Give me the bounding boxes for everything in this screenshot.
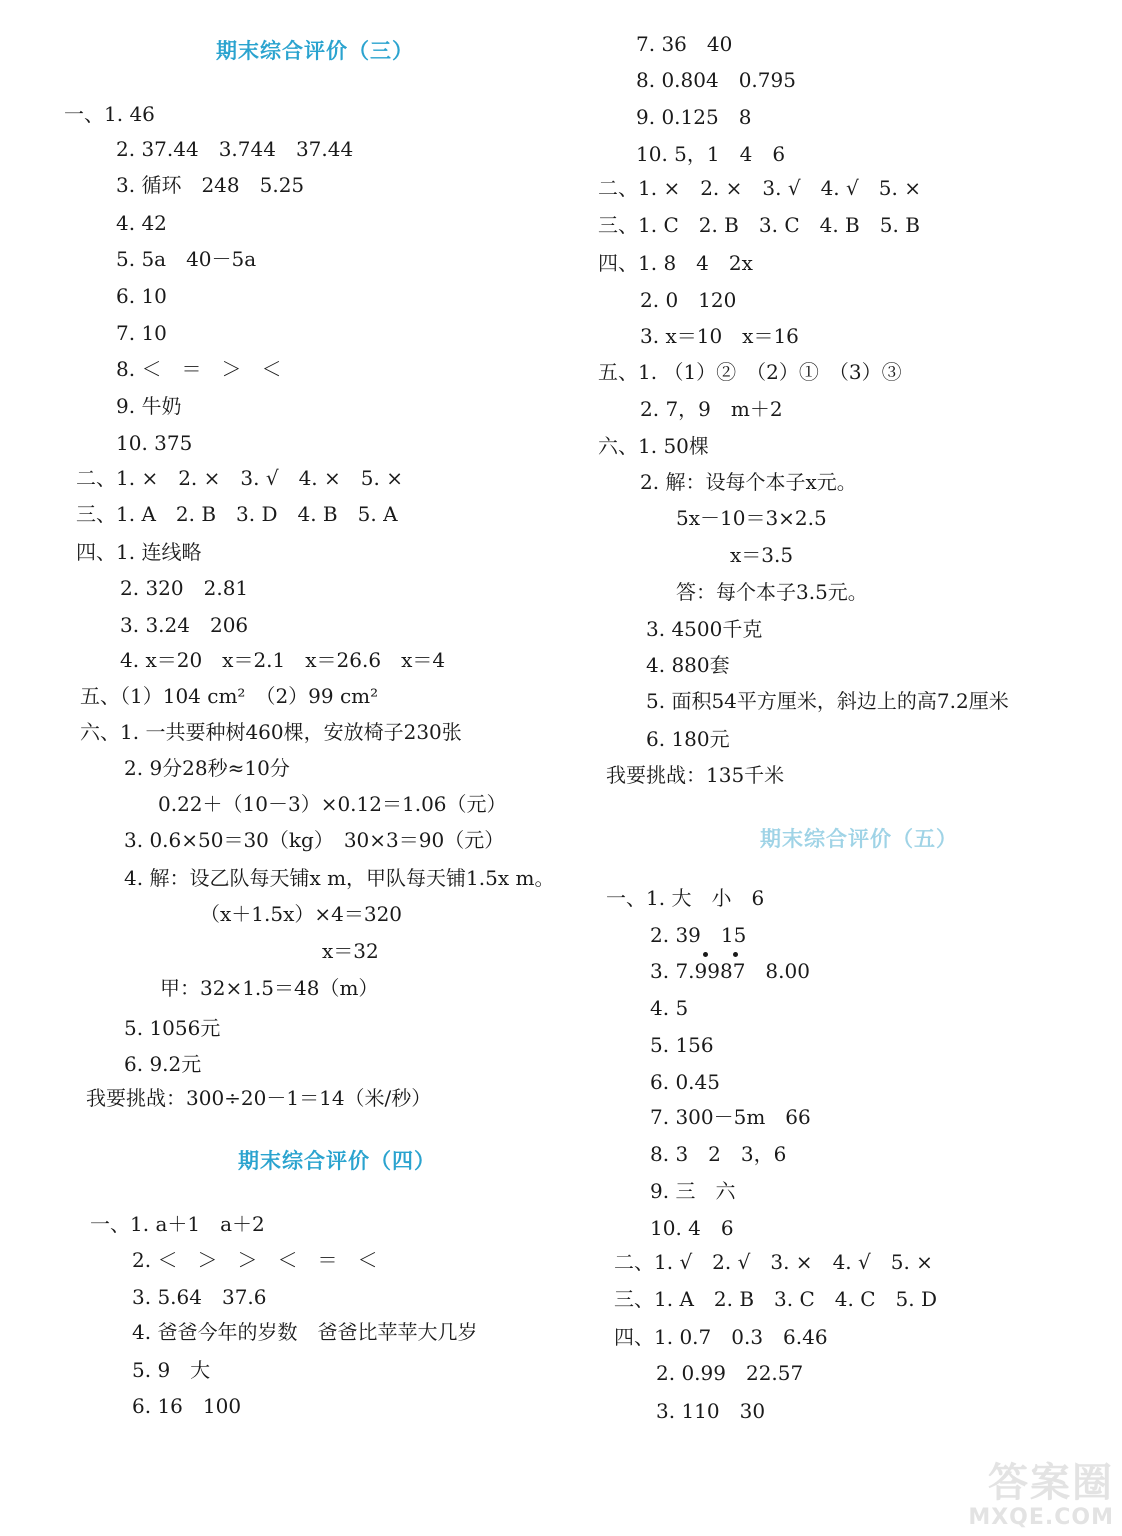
answer-line: 甲：32×1.5＝48（m） xyxy=(160,976,379,1000)
answer-line: 三、1. A 2. B 3. C 4. C 5. D xyxy=(614,1287,937,1311)
answer-line: x＝3.5 xyxy=(730,543,794,567)
answer-line: 9. 三 六 xyxy=(650,1179,736,1203)
answer-line: 6. 10 xyxy=(116,284,167,308)
answer-line: 10. 375 xyxy=(116,431,193,455)
answer-line: 2. 39 15 xyxy=(650,923,747,947)
answer-line: 3. 4500千克 xyxy=(646,617,763,641)
answer-line: 8. 3 2 3，6 xyxy=(650,1142,787,1166)
answer-line: 二、1. × 2. × 3. √ 4. × 5. × xyxy=(76,466,403,490)
answer-line: 5. 5a 40－5a xyxy=(116,247,257,271)
answer-line: 6. 9.2元 xyxy=(124,1052,202,1076)
answer-line: 4. 解：设乙队每天铺x m，甲队每天铺1.5x m。 xyxy=(124,866,555,890)
answer-line: 二、1. √ 2. √ 3. × 4. √ 5. × xyxy=(614,1250,933,1274)
watermark-logo-text: 答案圈 xyxy=(988,1460,1114,1506)
answer-line: 9. 牛奶 xyxy=(116,394,182,418)
answer-line: 8. ＜ ＝ ＞ ＜ xyxy=(116,357,282,381)
answer-line: 六、1. 50棵 xyxy=(598,434,709,458)
answer-line: 一、1. a＋1 a＋2 xyxy=(90,1212,265,1236)
answer-line: 3. 0.6×50＝30（kg） 30×3＝90（元） xyxy=(124,828,505,852)
answer-line: 4. 5 xyxy=(650,996,689,1020)
answer-line: 2. 7，9 m＋2 xyxy=(640,397,783,421)
answer-line: x＝32 xyxy=(322,939,379,963)
answer-line: 2. 0.99 22.57 xyxy=(656,1361,804,1385)
answer-line: 2. 9分28秒≈10分 xyxy=(124,756,290,780)
answer-line: 2. 320 2.81 xyxy=(120,576,249,600)
answer-line: 四、1. 连线略 xyxy=(76,540,202,564)
answer-line: 答：每个本子3.5元。 xyxy=(676,580,868,604)
repeating-decimal-dot xyxy=(733,952,738,957)
answer-line: 3. 3.24 206 xyxy=(120,613,249,637)
answer-line: 四、1. 8 4 2x xyxy=(598,251,753,275)
answer-line: 二、1. × 2. × 3. √ 4. √ 5. × xyxy=(598,176,921,200)
answer-line: 4. 42 xyxy=(116,211,167,235)
answer-line: 我要挑战：300÷20－1＝14（米/秒） xyxy=(86,1086,432,1110)
answer-line: 2. 0 120 xyxy=(640,288,737,312)
answer-line: 6. 0.45 xyxy=(650,1070,720,1094)
section-title-3: 期末综合评价（三） xyxy=(216,39,414,63)
answer-line: 7. 36 40 xyxy=(636,32,733,56)
answer-line: 3. x＝10 x＝16 xyxy=(640,324,799,348)
answer-line: 5. 面积54平方厘米，斜边上的高7.2厘米 xyxy=(646,689,1009,713)
answer-line: 6. 16 100 xyxy=(132,1394,242,1418)
answer-line: 3. 110 30 xyxy=(656,1399,766,1423)
answer-line: 我要挑战：135千米 xyxy=(606,763,785,787)
site-watermark xyxy=(944,1460,1114,1530)
answer-line: 3. 5.64 37.6 xyxy=(132,1285,267,1309)
answer-line: 4. 880套 xyxy=(646,653,730,677)
watermark-url: MXQE.COM xyxy=(968,1505,1114,1530)
answer-line: 三、1. C 2. B 3. C 4. B 5. B xyxy=(598,213,920,237)
section-title-4: 期末综合评价（四） xyxy=(238,1149,436,1173)
answer-line: 2. ＜ ＞ ＞ ＜ ＝ ＜ xyxy=(132,1248,378,1272)
answer-line: 4. 爸爸今年的岁数 爸爸比苹苹大几岁 xyxy=(132,1320,478,1344)
answer-line: 3. 7.9987 8.00 xyxy=(650,959,810,983)
answer-line: 2. 37.44 3.744 37.44 xyxy=(116,137,354,161)
answer-line: 三、1. A 2. B 3. D 4. B 5. A xyxy=(76,502,398,526)
answer-line: 五、（1）104 cm² （2）99 cm² xyxy=(80,684,379,708)
answer-line: 5. 156 xyxy=(650,1033,714,1057)
answer-line: 五、1. （1）② （2）① （3）③ xyxy=(598,360,902,384)
answer-line: 一、1. 46 xyxy=(64,102,155,126)
answer-line: 5. 1056元 xyxy=(124,1016,221,1040)
answer-line: 5x－10＝3×2.5 xyxy=(676,506,827,530)
answer-line: 4. x＝20 x＝2.1 x＝26.6 x＝4 xyxy=(120,648,446,672)
answer-line: 一、1. 大 小 6 xyxy=(606,886,765,910)
answer-line: 9. 0.125 8 xyxy=(636,105,752,129)
answer-line: 5. 9 大 xyxy=(132,1358,211,1382)
answer-line: 8. 0.804 0.795 xyxy=(636,68,796,92)
answer-line: 四、1. 0.7 0.3 6.46 xyxy=(614,1325,828,1349)
answer-line: 6. 180元 xyxy=(646,727,730,751)
answer-line: 10. 4 6 xyxy=(650,1216,734,1240)
answer-line: 六、1. 一共要种树460棵，安放椅子230张 xyxy=(80,720,462,744)
answer-line: 3. 循环 248 5.25 xyxy=(116,173,305,197)
answer-line: 7. 300－5m 66 xyxy=(650,1105,811,1129)
repeating-decimal-dot xyxy=(703,952,708,957)
answer-line: 0.22＋（10－3）×0.12＝1.06（元） xyxy=(158,792,507,816)
section-title-5: 期末综合评价（五） xyxy=(760,827,958,851)
answer-line: 7. 10 xyxy=(116,321,167,345)
answer-line: 10. 5，1 4 6 xyxy=(636,142,786,166)
answer-line: 2. 解：设每个本子x元。 xyxy=(640,470,857,494)
answer-line: （x＋1.5x）×4＝320 xyxy=(200,902,403,926)
